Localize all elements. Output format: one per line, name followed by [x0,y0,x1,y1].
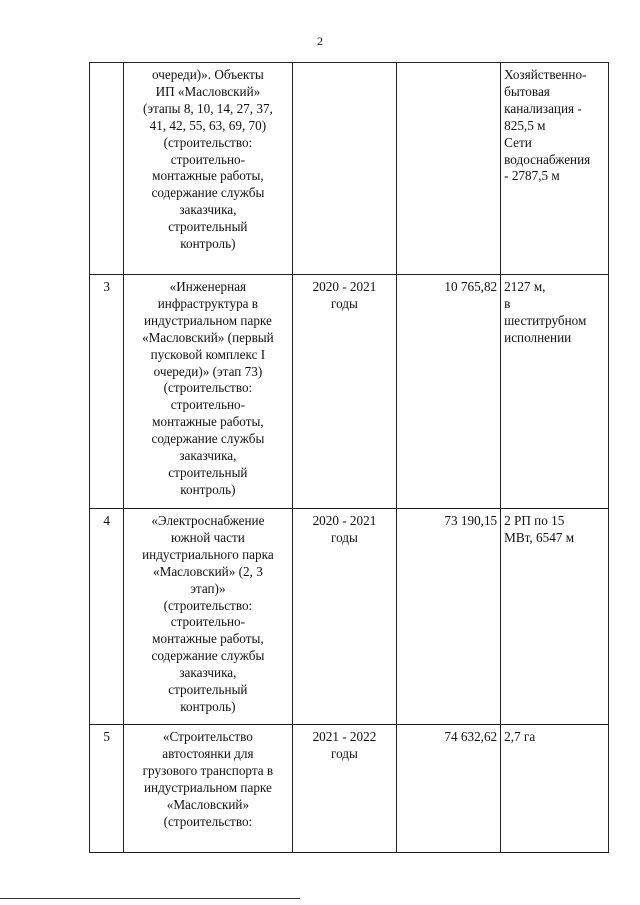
project-name-cell-line: контроль) [180,698,236,714]
project-name-cell-line: очереди)» (этап 73) [153,363,263,379]
characteristics-cell-line: водоснабжения [504,151,591,167]
project-name-cell-line: этап)» [190,580,226,596]
term-cell-line: годы [331,529,358,545]
table-row [90,509,609,725]
project-name-cell-line: монтажные работы, [152,631,264,647]
term-cell [292,509,397,725]
project-name-cell-line: индустриальном парке [143,779,272,795]
project-name-cell-line: автостоянки для [162,745,254,761]
project-name-cell-line: строительно- [170,614,246,630]
characteristics-cell-line: 2,7 га [504,729,536,744]
project-name-cell-line: «Масловский» (первый [142,329,274,345]
term-cell [292,63,397,275]
characteristics-cell-line: МВт, 6547 м [504,529,575,545]
project-name-cell [124,63,292,275]
project-name-cell-line: индустриальном парке [143,312,272,328]
cost-cell [397,63,501,275]
characteristics-cell-line: Сети [504,134,532,150]
project-name-cell [124,509,292,725]
project-name-cell-line: очереди)». Объекты [152,67,264,82]
table-row [90,725,609,853]
project-name-cell-line: содержание службы [151,648,265,664]
project-name-cell-line: ИП «Масловский» [155,83,261,99]
cost-cell: 10 765,82 [397,275,501,509]
term-cell-line: 2021 - 2022 [312,729,377,744]
term-cell [292,725,397,853]
row-number-cell: 3 [90,275,124,509]
project-name-cell-line: строительный [168,464,248,480]
characteristics-cell [501,63,609,275]
project-name-cell-line: строительный [168,219,248,235]
characteristics-cell-line: 2127 м, [504,279,546,294]
project-name-cell-line: южной части [170,529,245,545]
row-number-cell: 4 [90,509,124,725]
project-name-cell-line: содержание службы [151,431,265,447]
project-name-cell [124,275,292,509]
characteristics-cell-line: бытовая [504,83,550,99]
project-name-cell-line: содержание службы [151,185,265,201]
project-name-cell-line: «Масловский» [166,796,250,812]
project-name-cell-line: инфраструктура в [157,295,259,311]
project-name-cell-line: строительный [168,682,248,698]
project-name-cell-line: (строительство: [163,597,253,613]
footnote-divider [0,898,300,899]
project-name-cell-line: контроль) [180,481,236,497]
project-name-cell-line: (строительство: [163,813,253,829]
characteristics-cell-line: исполнении [504,329,572,345]
characteristics-cell [501,275,609,509]
characteristics-cell-line: шеститрубном [504,312,587,328]
project-name-cell-line: контроль) [180,236,236,252]
project-name-cell-line: (строительство: [163,380,253,396]
term-cell-line: 2020 - 2021 [312,279,377,294]
characteristics-cell [501,509,609,725]
project-name-cell-line: строительно- [170,151,246,167]
project-name-cell [124,725,292,853]
row-number-cell [90,63,124,275]
project-name-cell-line: заказчика, [179,665,237,681]
table-row [90,63,609,275]
term-cell-line: 2020 - 2021 [312,513,377,528]
project-name-cell-line: заказчика, [179,448,237,464]
project-name-cell-line: индустриального парка [142,546,274,562]
characteristics-cell [501,725,609,853]
project-name-cell-line: (строительство: [163,134,253,150]
project-name-cell-line: (этапы 8, 10, 14, 27, 37, [142,100,273,116]
characteristics-cell-line: Хозяйственно- [504,67,587,82]
project-name-cell-line: пусковой комплекс I [150,346,266,362]
project-name-cell-line: строительно- [170,397,246,413]
projects-table [89,62,609,853]
project-name-cell-line: монтажные работы, [152,168,264,184]
project-name-cell-line: «Масловский» (2, 3 [153,563,263,579]
characteristics-cell-line: 2 РП по 15 [504,513,565,528]
project-name-cell-line: «Инженерная [169,279,247,294]
cost-cell: 74 632,62 [397,725,501,853]
characteristics-cell-line: - 2787,5 м [504,168,560,184]
cost-cell: 73 190,15 [397,509,501,725]
page-number: 2 [317,34,323,48]
project-name-cell-line: грузового транспорта в [142,762,274,778]
projects-table-body [90,63,609,853]
table-row [90,275,609,509]
characteristics-cell-line: 825,5 м [504,117,546,133]
characteristics-cell-line: в [504,295,511,311]
row-number-cell: 5 [90,725,124,853]
term-cell-line: годы [331,745,358,761]
project-name-cell-line: заказчика, [179,202,237,218]
project-name-cell-line: монтажные работы, [152,414,264,430]
project-name-cell-line: «Электроснабжение [151,513,265,528]
term-cell-line: годы [331,295,358,311]
project-name-cell-line: 41, 42, 55, 63, 69, 70) [149,117,267,133]
project-name-cell-line: «Строительство [162,729,253,744]
term-cell [292,275,397,509]
characteristics-cell-line: канализация - [504,100,582,116]
